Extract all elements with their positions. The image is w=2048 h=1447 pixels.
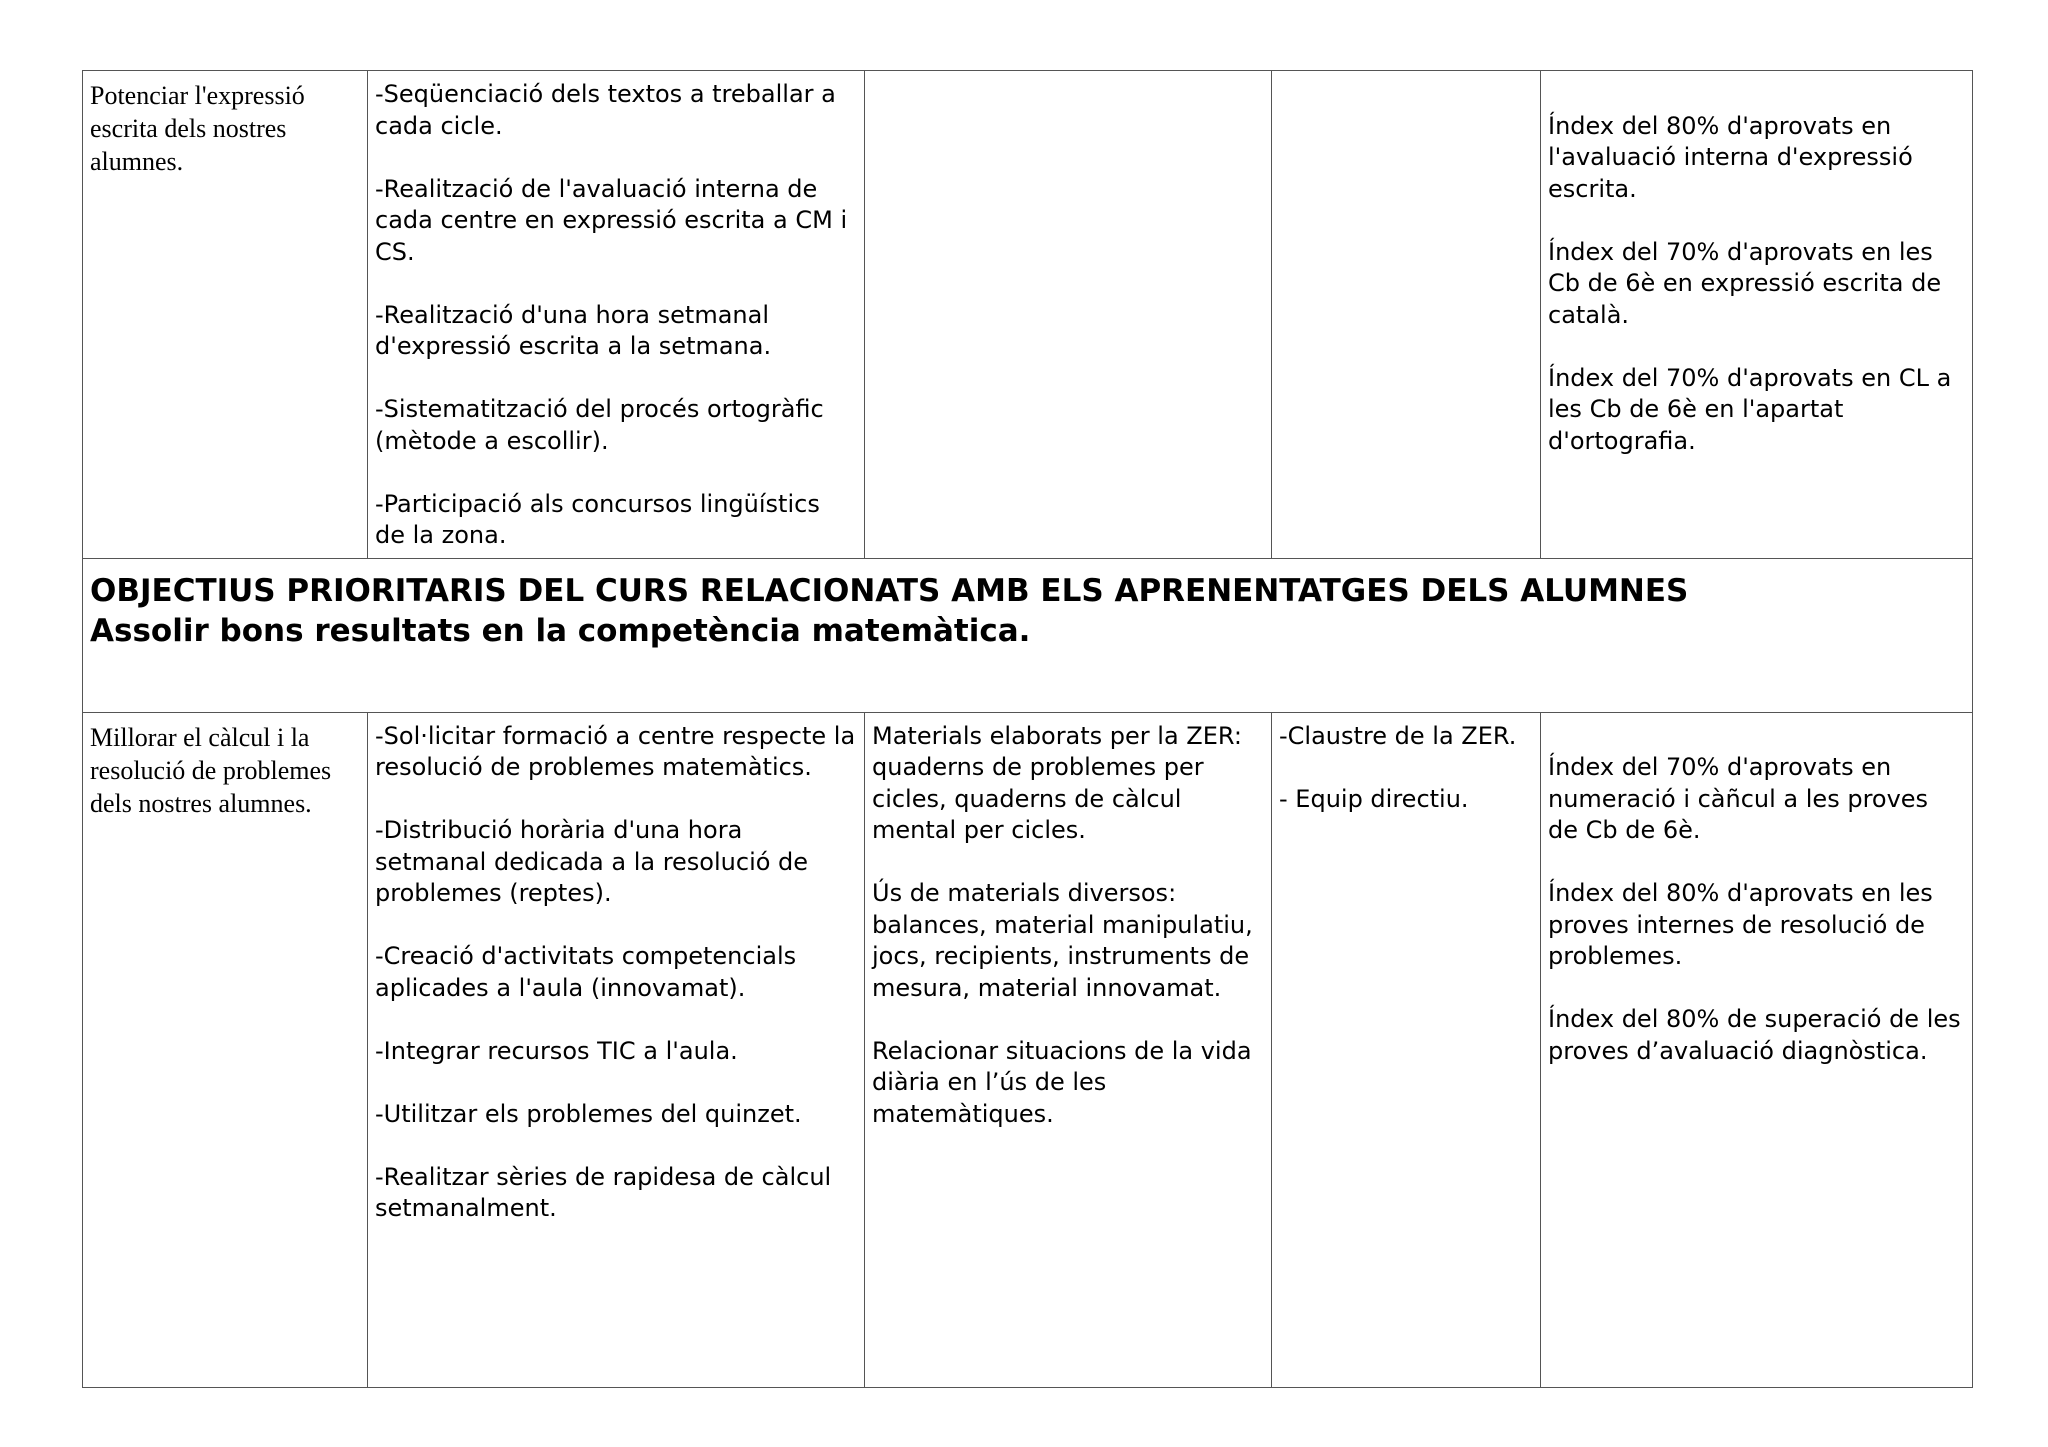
section-title: OBJECTIUS PRIORITARIS DEL CURS RELACIONATS AMB ELS APRENENTATGES DELS ALUMNES — [90, 572, 1689, 609]
spacer — [1548, 721, 1965, 753]
objective-cell — [83, 71, 368, 559]
indicator-item: Índex del 80% d'aprovats en l'avaluació interna d'expressió escrita. — [1548, 111, 1913, 203]
action-item: -Seqüenciació dels textos a treballar a cada cicle. — [375, 80, 836, 140]
responsibles-cell — [1272, 712, 1541, 1387]
resources-cell — [865, 712, 1272, 1387]
responsible-item: - Equip directiu. — [1279, 784, 1469, 813]
objective-text: Millorar el càlcul i la resolució de problemes dels nostres alumnes. — [90, 722, 332, 818]
action-item: -Sol·licitar formació a centre respecte la resolució de problemes matemàtics. — [375, 721, 856, 781]
indicators-cell — [1541, 712, 1973, 1387]
resource-item: Materials elaborats per la ZER: quaderns de problemes per cicles, quaderns de càlcul mental per cicles. — [872, 721, 1242, 844]
indicator-item: Índex del 80% d'aprovats en les proves internes de resolució de problemes. — [1548, 879, 1933, 970]
indicator-item: Índex del 70% d'aprovats en les Cb de 6è en expressió escrita de català. — [1548, 237, 1942, 329]
action-item: -Sistematització del procés ortogràfic (mètode a escollir). — [375, 395, 824, 455]
resource-item: Relacionar situacions de la vida diària en l’ús de les matemàtiques. — [872, 1036, 1252, 1128]
action-item: -Realització d'una hora setmanal d'expressió escrita a la setmana. — [375, 300, 772, 360]
indicators-cell — [1541, 71, 1973, 559]
section-header-cell — [83, 558, 1973, 712]
action-item: -Utilitzar els problemes del quinzet. — [375, 1099, 802, 1128]
responsibles-cell — [1272, 71, 1541, 559]
action-item: -Creació d'activitats competencials aplicades a l'aula (innovamat). — [375, 942, 797, 1002]
objectives-table — [82, 70, 1973, 1388]
section-header-row — [83, 558, 1973, 712]
section-subtitle: Assolir bons resultats en la competència matemàtica. — [90, 612, 1031, 649]
table-row — [83, 71, 1973, 559]
indicator-item: Índex del 70% d'aprovats en CL a les Cb de 6è en l'apartat d'ortografia. — [1548, 363, 1952, 455]
action-item: -Distribució horària d'una hora setmanal dedicada a la resolució de problemes (reptes). — [375, 816, 809, 907]
indicator-item: Índex del 70% d'aprovats en numeració i càñcul a les proves de Cb de 6è. — [1548, 753, 1929, 844]
table-row — [83, 712, 1973, 1387]
resource-item: Ús de materials diversos: balances, material manipulatiu, jocs, recipients, instruments de mesura, material innovamat. — [872, 879, 1253, 1002]
action-item: -Realització de l'avaluació interna de cada centre en expressió escrita a CM i CS. — [375, 174, 848, 266]
indicator-item: Índex del 80% de superació de les proves d’avaluació diagnòstica. — [1548, 1005, 1961, 1065]
action-item: -Realitzar sèries de rapidesa de càlcul setmanalment. — [375, 1162, 832, 1222]
spacer — [1548, 79, 1965, 111]
responsible-item: -Claustre de la ZER. — [1279, 721, 1517, 750]
objective-cell — [83, 712, 368, 1387]
action-item: -Participació als concursos lingüístics de la zona. — [375, 489, 820, 549]
actions-cell — [368, 712, 865, 1387]
resources-cell — [865, 71, 1272, 559]
actions-cell — [368, 71, 865, 559]
objective-text: Potenciar l'expressió escrita dels nostres alumnes. — [90, 81, 305, 176]
action-item: -Integrar recursos TIC a l'aula. — [375, 1036, 738, 1065]
